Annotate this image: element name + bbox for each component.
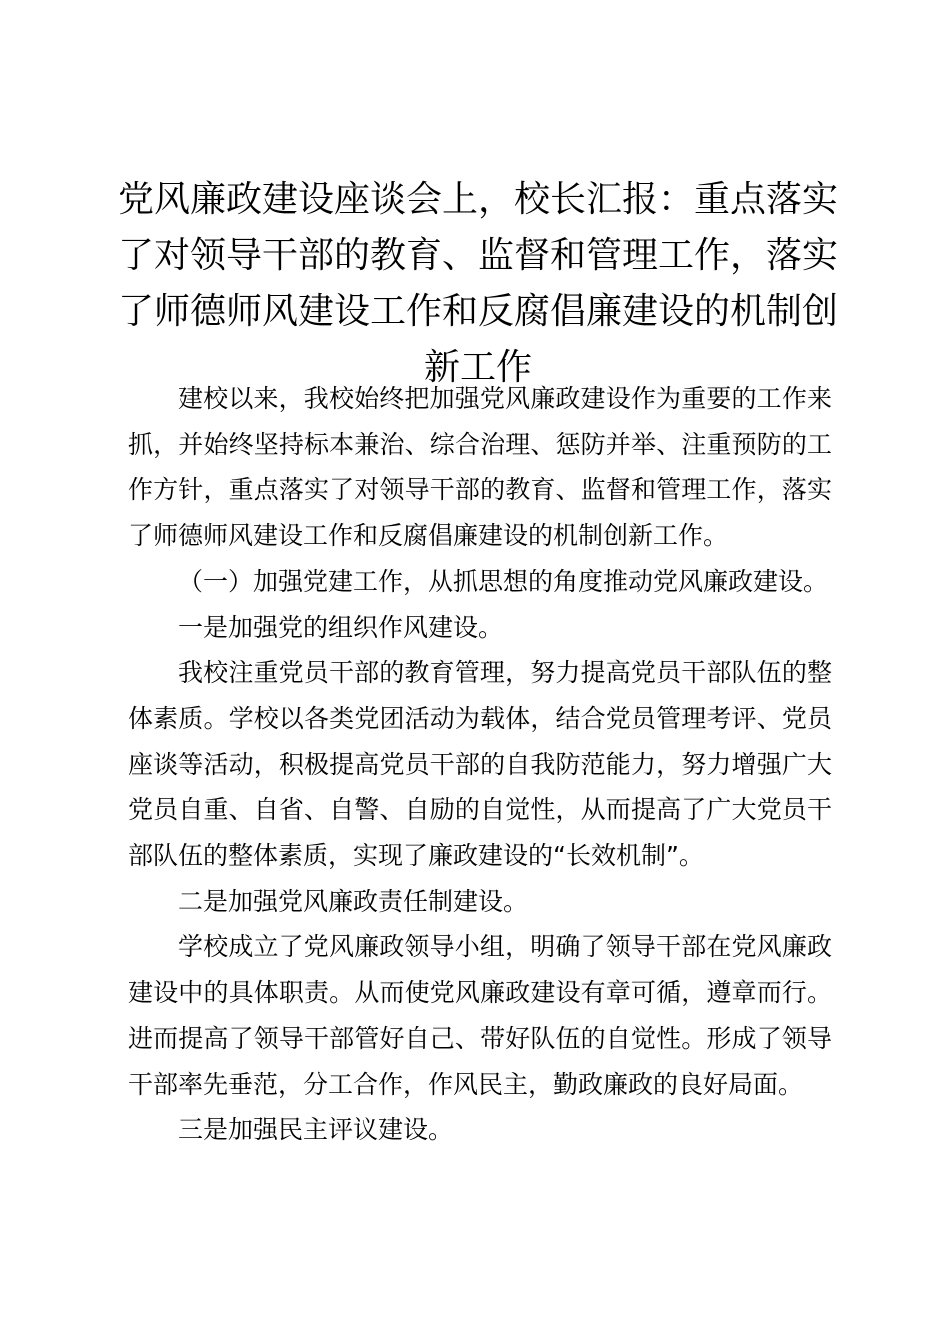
paragraph-1: 我校注重党员干部的教育管理，努力提高党员干部队伍的整体素质。学校以各类党团活动为载体，结合党员管理考评、党员座谈等活动，积极提高党员干部的自我防范能力，努力增强广大党员自重、自省、自警、自励的自觉性，从而提高了广大党员干部队伍的整体素质，实现了廉政建设的“长效机制”。 — [128, 658, 832, 871]
subheading-2: 二是加强党风廉政责任制建设。 — [178, 886, 529, 916]
section-heading-1: （一）加强党建工作，从抓思想的角度推动党风廉政建设。 — [178, 566, 829, 596]
paragraph-intro: 建校以来，我校始终把加强党风廉政建设作为重要的工作来抓，并始终坚持标本兼治、综合治理、惩防并举、注重预防的工作方针，重点落实了对领导干部的教育、监督和管理工作，落实了师德师风建设工作和反腐倡廉建设的机制创新工作。 — [128, 384, 832, 551]
document-body — [128, 376, 832, 1153]
subheading-1: 一是加强党的组织作风建设。 — [178, 612, 504, 642]
subheading-3: 三是加强民主评议建设。 — [178, 1115, 454, 1145]
document-title: 党风廉政建设座谈会上，校长汇报：重点落实了对领导干部的教育、监督和管理工作，落实了师德师风建设工作和反腐倡廉建设的机制创新工作 — [118, 179, 839, 388]
paragraph-2: 学校成立了党风廉政领导小组，明确了领导干部在党风廉政建设中的具体职责。从而使党风廉政建设有章可循，遵章而行。进而提高了领导干部管好自己、带好队伍的自觉性。形成了领导干部率先垂范，分工合作，作风民主，勤政廉政的良好局面。 — [128, 932, 832, 1099]
